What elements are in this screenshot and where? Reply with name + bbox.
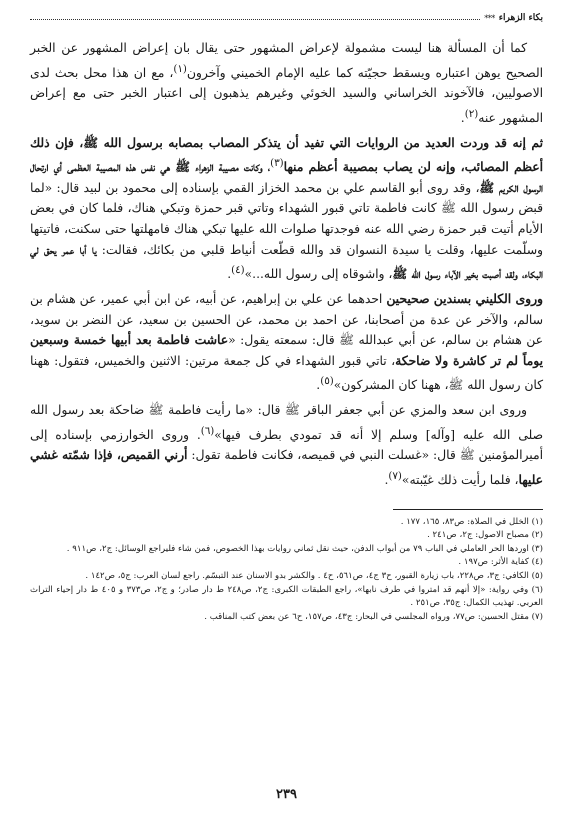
footnote-4: (٤) كفاية الأثر: ص١٩٧ . [458,557,543,568]
footnote-7: (٧) مقتل الحسين: ص٧٧، ورواه المجلسي في البحار: ج٤٣، ص١٥٧، ح٦ عن بعض كتب المناقب . [204,611,543,622]
paragraph-text: ، تاتي قبور الشهداء في كل جمعة مرتين: الاثنين والخميس، فتقول: ههنا كان رسول الله ﷺ، ههنا كان المشركون» [30,353,543,393]
paragraph-text: . [460,110,465,125]
paragraph-bold-text: عاشت فاطمة بعد أبيها خمسة وسبعين يوماً لم تر كاشرة ولا ضاحكة [30,332,543,368]
paragraph-bold-text: وروى الكليني بسندين صحيحين [386,290,543,306]
footnote-ref: (٣) [270,157,284,170]
paragraph-4 [30,400,543,491]
paragraph-text: ، فلما رأيت ذلك غيّبته» [401,472,519,487]
footnote-3: (٣) اوردها الحر العاملي في الباب ٧٩ من أبواب الدفن، حيث نقل ثماني روايات بهذا الخصوص، فمن شاء فليراجع الوسائل: ج٢، ص٩١١ . [66,543,543,554]
footnote-ref: (٦) [200,424,215,437]
paragraph-text: وروى ابن سعد والمزي عن أبي جعفر الباقر ﷺ قال: «ما رأيت فاطمة ﷺ ضاحكة بعد رسول الله صلى الله عليه [وآله] وسلم إلا أنه قد تمودي بطرف فيها» [30,402,543,442]
running-head-stars: *** [484,13,495,23]
paragraph-text: ، مع ان هذا محل بحث لدى الاصوليين، فالآخوند الخراساني والسيد الخوئي وغيرهم يذهبون إلى اعتبار الخبر حتى مع إعراض المشهور عنه [30,65,543,125]
paragraph-2 [30,133,543,285]
paragraph-text: . [384,472,389,487]
page-number: ٢٣٩ [276,787,297,802]
footnote-separator [393,509,543,510]
paragraph-text: . [227,267,232,282]
footnote-ref: (١) [173,62,187,75]
paragraph-text: كما أن المسألة هنا ليست مشمولة لإعراض المشهور حتى يقال بان إعراض المشهور عن الخبر الصحيح يوهن اعتباره ويسقط حجيّته كما عليه الإمام الخميني وآخرون [30,41,543,80]
footnote-1: (١) الخلل في الصلاة: ص٨٣، ١٦٥، ١٧٧ . [400,516,543,527]
book-page [30,10,543,816]
paragraph-text: ، واشوقاه إلى رسول الله...» [244,267,393,282]
paragraph-1 [30,38,543,129]
footnote-ref: (٤) [231,264,245,277]
paragraph-bold-text: أرني القميص، فإذا شمّته غشي عليها [30,447,543,487]
footnote-2: (٢) مصباح الاصول: ج٢، ص٢٤١ . [427,530,543,541]
paragraph-text: احدهما عن علي بن إبراهيم، عن أبيه، عن ابن أبي عمير، عن هشام بن سالم، والآخر عن عدة من أصحابنا، عن احمد بن محمد، عن الحسين بن سعيد، عن النضر بن سويد، عن هشام بن سالم، عن أبي عبدالله ﷺ قال: سمعته يقول: « [30,291,543,348]
running-head-title: بكاء الزهراء [498,13,543,23]
paragraph-text: . [316,378,321,393]
footnote-5: (٥) الكافي: ج٣، ص٢٢٨، باب زيارة القبور، ح٣ ج٤، ص٥٦١، ح٤ . والكشر بدو الاسنان عند التبسّم. راجع لسان العرب: ج٥، ص١٤٢ . [85,570,543,581]
main-text [30,38,543,491]
paragraph-bold-text: يا أبا عمر يحق لي البكاء، ولقد أصبت بخير الآباء رسول الله ﷺ [30,241,543,282]
paragraph-bold-text: ، وكانت مصيبة الزهراء ﷺ هي نفس هذه المصيبة العظمى أي ارتحال الرسول الكريم ﷺ [30,159,544,195]
footnotes [30,516,543,625]
paragraph-bold-text: ثم إنه قد وردت العديد من الروايات التي تفيد أن يتذكر المصاب بمصابه برسول الله ﷺ، فإن ذلك أعظم المصائب، وإنه لن يصاب بمصيبة أعظم منها [30,134,543,175]
footnote-ref: (٧) [388,469,402,482]
running-head-dotted-rule [30,19,480,20]
footnote-ref: (٢) [464,107,479,120]
running-head [30,10,543,26]
footnote-ref: (٥) [320,375,334,388]
paragraph-text: . وروى الخوارزمي بإسناده إلى أميرالمؤمنين ﷺ قال: «غسلت النبي في قميصه، فكانت فاطمة تقول: [30,427,543,463]
paragraph-text: ، وقد روى أبو القاسم علي بن محمد الخزاز القمي بإسناده إلى محمود بن لبيد قال: «لما قبض رسول الله ﷺ كانت فاطمة تاتي قبور الشهداء وتاتي قبر حمزة وتبكي هناك، فلما كان في بعض الأيام أتيت قبر حمزة رضي الله عنه فوجدتها صلوات الله عليها تبكي هناك فامهلتها حتى سكنت، فاتيتها وسلّمت عليها، وقلت يا سيدة النسوان قد والله قطّعت أنياط قلبي من بكائك، فقالت: [30,180,543,257]
footnote-6: (٦) وفي رواية: «إلا أنهم قد امتروا في طرف نابها»، راجع الطبقات الكبرى: ج٢، ص٢٤٨ ط دار صادر؛ و ج٢، ص٣٧٣ و ٤٠٥ ط دار إحياء التراث العربي. تهذيب الكمال: ج٣٥، ص٢٥١ . [30,584,544,609]
paragraph-3 [30,289,543,396]
